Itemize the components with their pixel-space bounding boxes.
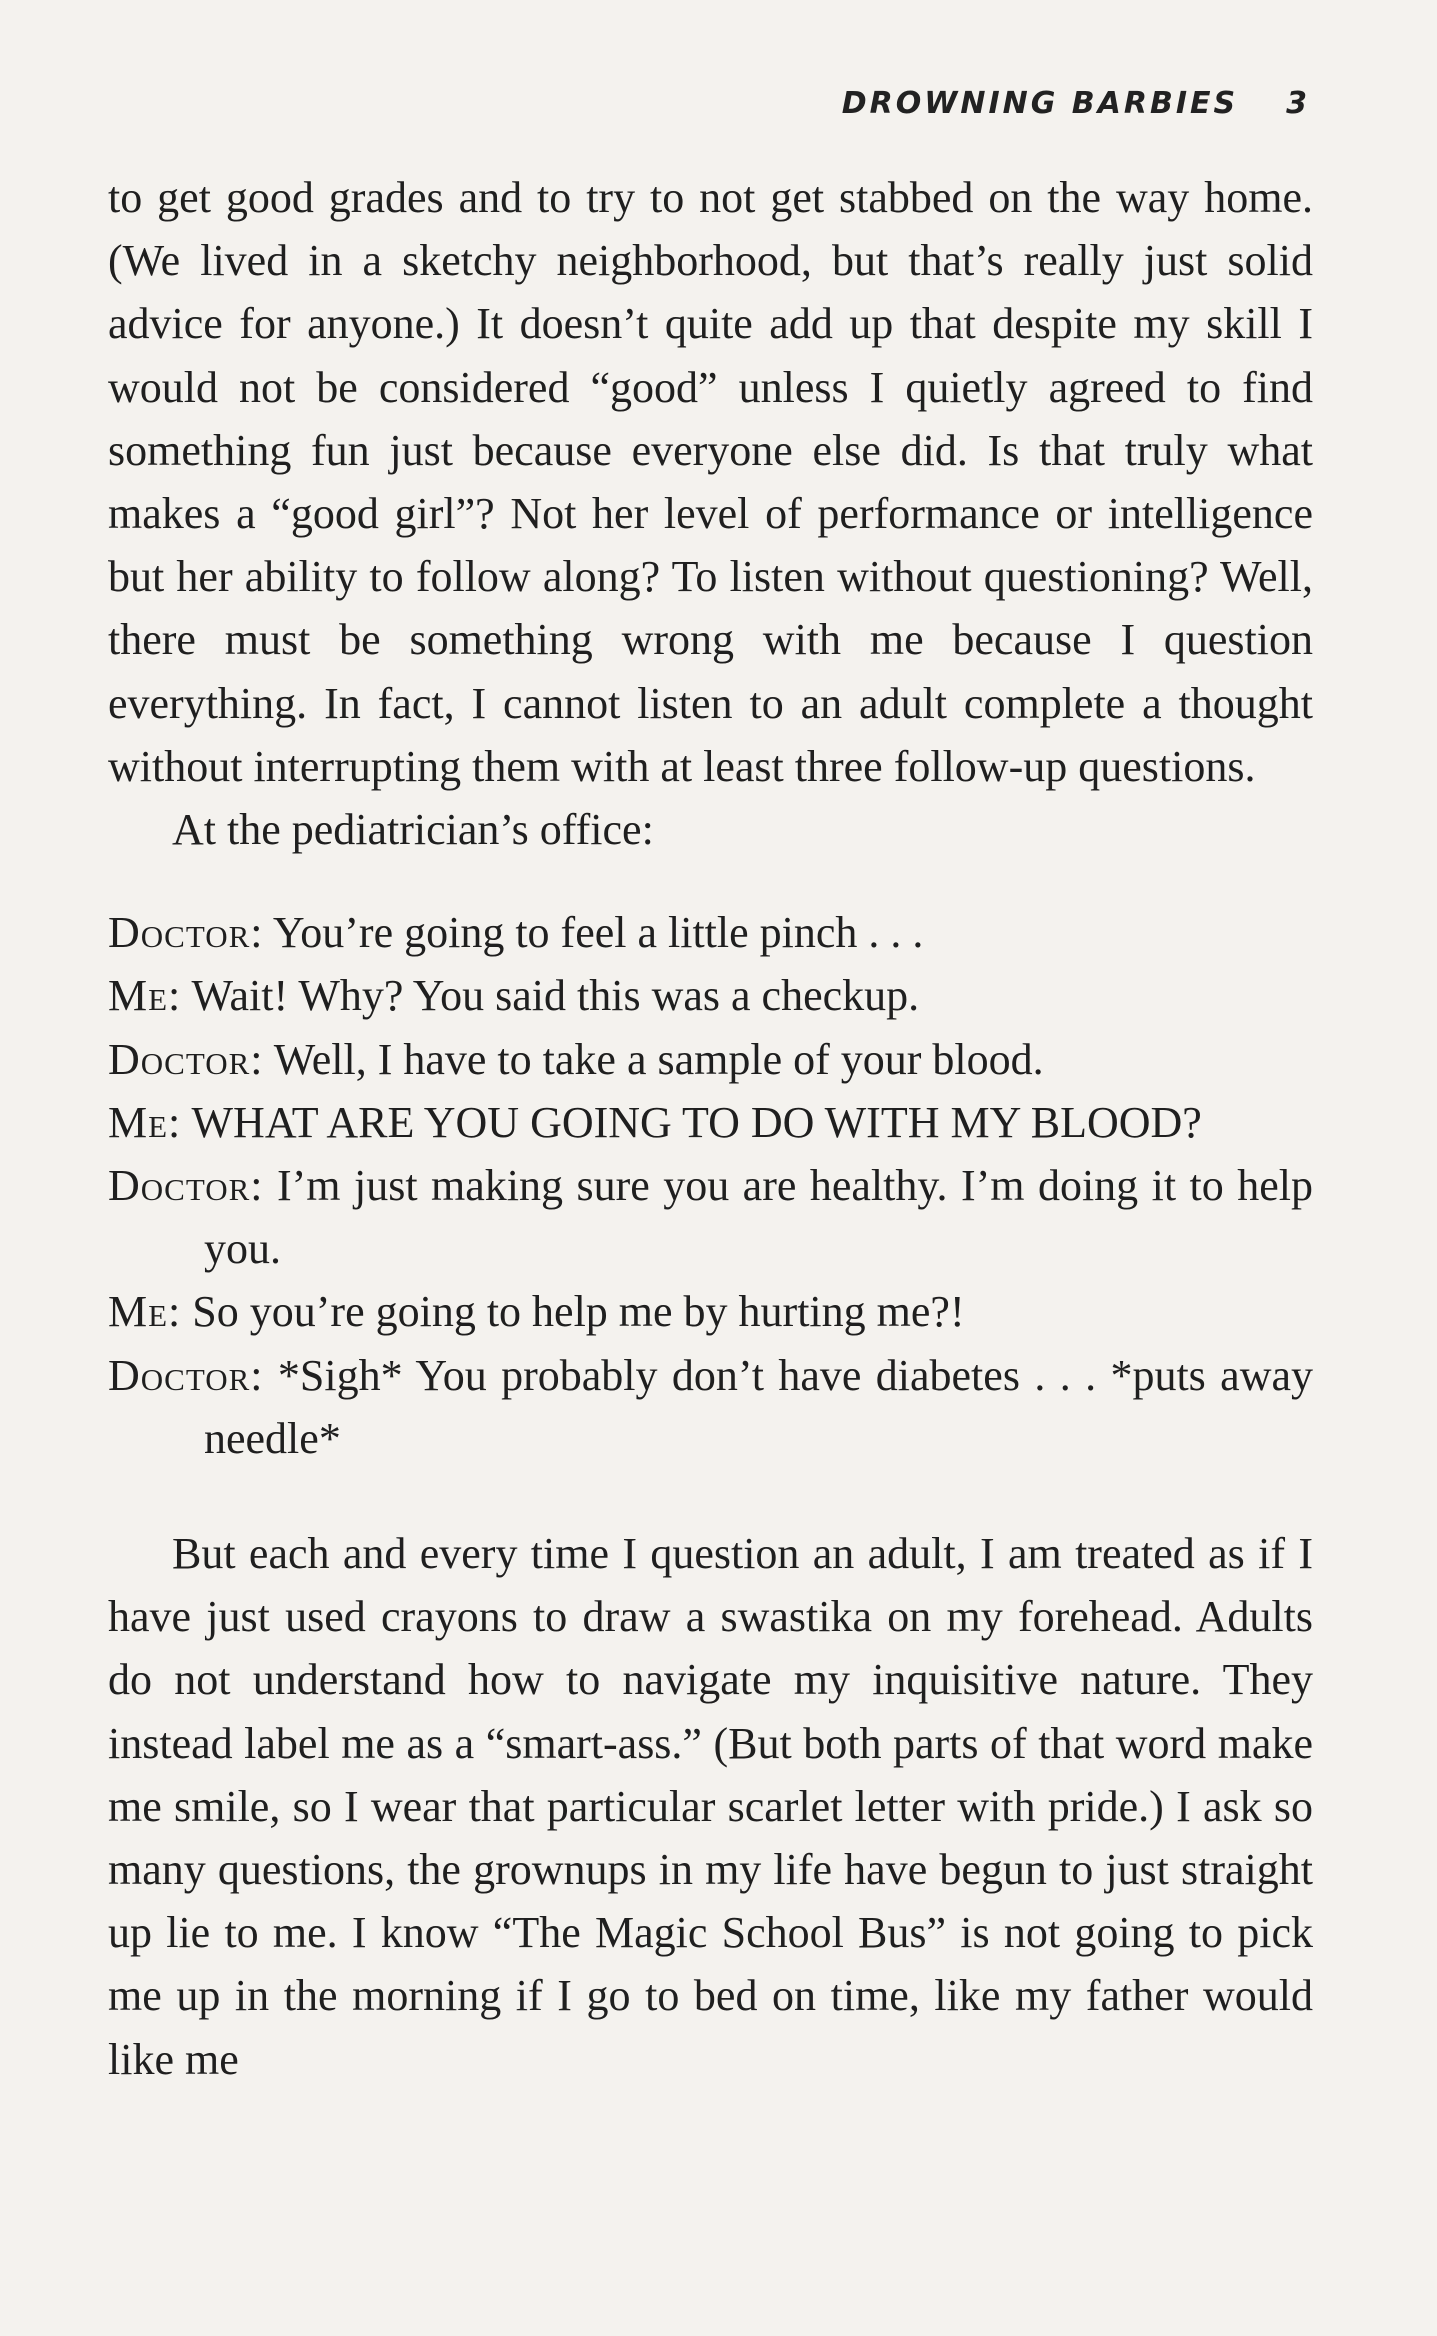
dialogue-line <box>108 964 1313 1027</box>
paragraph-1: to get good grades and to try to not get stabbed on the way home. (We lived in a sketchy neighborhood, but that’s really just solid advice for anyone.) It doesn’t quite add up that despite my skill I would not be considered “good” unless I quietly agreed to find something fun just because everyone else did. Is that truly what makes a “good girl”? Not her level of performance or intelligence but her ability to follow along? To listen without questioning? Well, there must be something wrong with me because I question everything. In fact, I cannot listen to an adult complete a thought without interrupting them with at least three follow-up questions. <box>108 173 1313 791</box>
dialogue-text: WHAT ARE YOU GOING TO DO WITH MY BLOOD? <box>191 1097 1202 1147</box>
dialogue-text: I’m just making sure you are healthy. I’m doing it to help you. <box>204 1161 1313 1274</box>
speaker-label: Doctor: <box>108 908 264 958</box>
dialogue-text: *Sigh* You probably don’t have diabetes . . . *puts away needle* <box>204 1350 1314 1463</box>
page-body <box>108 166 1313 2091</box>
dialogue-block <box>108 901 1313 1470</box>
chapter-title: DROWNING BARBIES <box>841 86 1239 121</box>
speaker-label: Me: <box>108 971 182 1021</box>
running-header <box>0 86 1310 121</box>
dialogue-line <box>108 901 1313 964</box>
dialogue-text: Wait! Why? You said this was a checkup. <box>191 971 920 1021</box>
dialogue-text: You’re going to feel a little pinch . . . <box>272 908 924 958</box>
paragraph-3: But each and every time I question an adult, I am treated as if I have just used crayons to draw a swastika on my forehead. Adults do not understand how to navigate my inquisitive nature. They instead label me as a “smart-ass.” (But both parts of that word make me smile, so I wear that particular scarlet letter with pride.) I ask so many questions, the grownups in my life have begun to just straight up lie to me. I know “The Magic School Bus” is not going to pick me up in the morning if I go to bed on time, like my father would like me <box>108 1529 1313 2084</box>
dialogue-line <box>108 1091 1313 1154</box>
page-number: 3 <box>1286 86 1310 121</box>
speaker-label: Doctor: <box>108 1034 264 1084</box>
dialogue-text: So you’re going to help me by hurting me?! <box>192 1287 965 1337</box>
dialogue-line <box>108 1154 1313 1280</box>
speaker-label: Doctor: <box>108 1350 264 1400</box>
dialogue-line <box>108 1344 1313 1470</box>
dialogue-line <box>108 1280 1313 1343</box>
speaker-label: Doctor: <box>108 1161 264 1211</box>
paragraph-2: At the pediatrician’s office: <box>172 805 654 855</box>
speaker-label: Me: <box>108 1097 182 1147</box>
speaker-label: Me: <box>108 1287 182 1337</box>
dialogue-text: Well, I have to take a sample of your blood. <box>273 1034 1044 1084</box>
dialogue-line <box>108 1028 1313 1091</box>
